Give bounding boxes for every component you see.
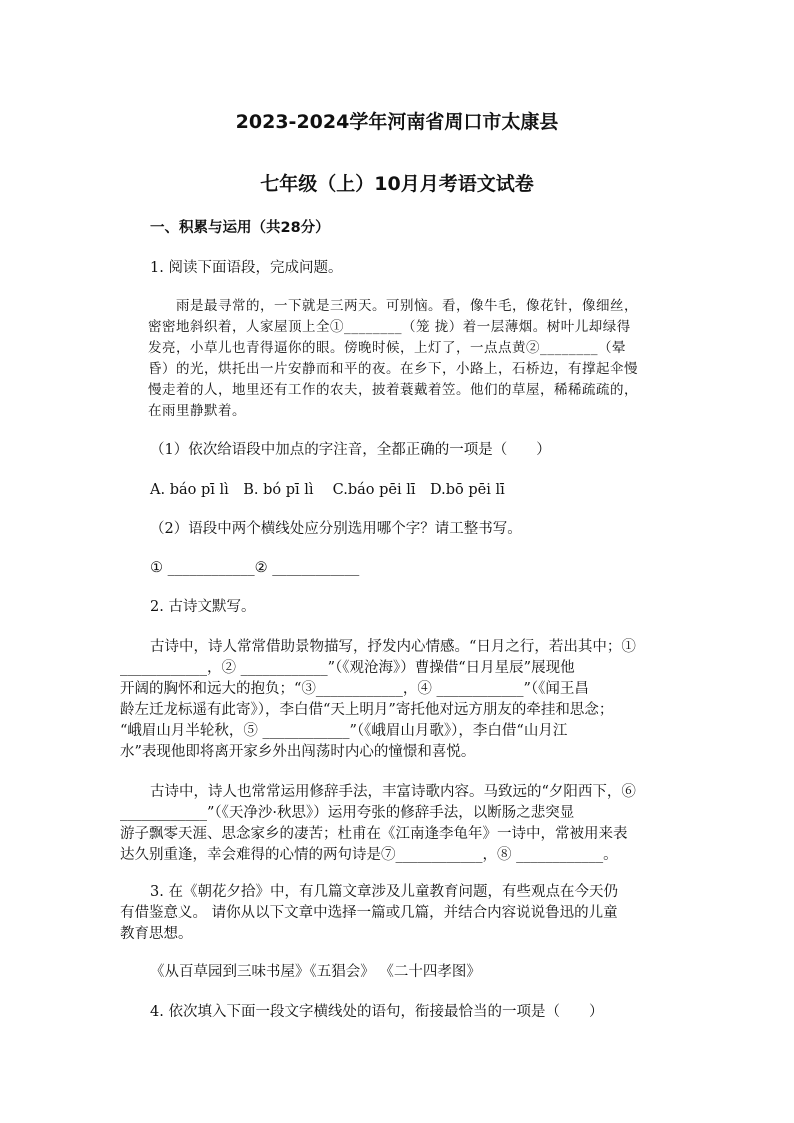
paragraph-line: ____________，② ____________”（《观沧海》）曹操借“日月星辰”展现他 bbox=[120, 660, 575, 676]
paragraph-line: 达久别重逢，幸会难得的心情的两句诗是⑦____________，⑧ ____________。 bbox=[120, 847, 618, 863]
exam-title-line2: 七年级（上）10月月考语文试卷 bbox=[260, 173, 534, 195]
question-1-prompt: 1. 阅读下面语段，完成问题。 bbox=[150, 260, 343, 276]
passage-line: 昏）的光，烘托出一片安静而和平的夜。在乡下，小路上，石桥边，有撑起伞慢 bbox=[148, 361, 638, 377]
paragraph-line: 古诗中，诗人常常借助景物描写，抒发内心情感。“日月之行，若出其中；① bbox=[150, 639, 636, 655]
exam-title-line1: 2023-2024学年河南省周口市太康县 bbox=[235, 111, 559, 133]
poetry-paragraph-2 bbox=[120, 782, 680, 866]
passage-line: 慢走着的人，地里还有工作的农夫，披着蓑戴着笠。他们的草屋，稀稀疏疏的， bbox=[148, 382, 638, 398]
paragraph-line: 龄左迁龙标遥有此寄》），李白借“天上明月”寄托他对远方朋友的牵挂和思念； bbox=[120, 702, 614, 718]
paragraph-line: 3. 在《朝花夕拾》中，有几篇文章涉及儿童教育问题，有些观点在今天仍 bbox=[150, 884, 618, 900]
passage-line: 在雨里静默着。 bbox=[148, 403, 246, 419]
paragraph-line: 水”表现他即将离开家乡外出闯荡时内心的憧憬和喜悦。 bbox=[120, 744, 476, 760]
answer-blank-line: ① ____________② ____________ bbox=[150, 560, 360, 576]
poetry-paragraph-1 bbox=[120, 637, 680, 763]
book-titles: 《从百草园到三味书屋》《五猖会》 《二十四孝图》 bbox=[150, 964, 481, 980]
paragraph-line: ____________”（《天净沙·秋思》）运用夸张的修辞手法，以断肠之悲突显 bbox=[120, 805, 575, 821]
paragraph-line: 教育思想。 bbox=[120, 926, 193, 942]
paragraph-line: 游子飘零天涯、思念家乡的凄苦；杜甫在《江南逢李龟年》一诗中，常被用来表 bbox=[120, 826, 628, 842]
passage-line: 雨是最寻常的，一下就是三两天。可别恼。看，像牛毛，像花针，像细丝， bbox=[148, 298, 638, 314]
rain-passage bbox=[148, 296, 668, 422]
question-1-sub2: （2）语段中两个横线处应分别选用哪个字？请工整书写。 bbox=[150, 521, 522, 537]
question-1-sub1: （1）依次给语段中加点的字注音，全都正确的一项是（ ） bbox=[150, 442, 551, 458]
question-2-prompt: 2. 古诗文默写。 bbox=[150, 599, 256, 615]
question-1-options: A. báo pī lì B. bó pī lì C.báo pēi lī D.bō pēi lī bbox=[150, 482, 505, 498]
paragraph-line: “峨眉山月半轮秋，⑤ ____________”（《峨眉山月歌》），李白借“山月江 bbox=[120, 723, 568, 739]
question-4-prompt: 4. 依次填入下面一段文字横线处的语句，衔接最恰当的一项是（ ） bbox=[150, 1004, 604, 1020]
paragraph-line: 有借鉴意义。 请你从以下文章中选择一篇或几篇，并结合内容说说鲁迅的儿童 bbox=[120, 905, 618, 921]
section-heading: 一、积累与运用（共28分） bbox=[150, 220, 330, 236]
passage-line: 密密地斜织着，人家屋顶上全①________（笼 拢）着一层薄烟。树叶儿却绿得 bbox=[148, 319, 631, 335]
paragraph-line: 古诗中，诗人也常常运用修辞手法，丰富诗歌内容。马致远的“夕阳西下，⑥ bbox=[150, 784, 636, 800]
passage-line: 发亮，小草儿也青得逼你的眼。傍晚时候，上灯了，一点点黄②________（晕 bbox=[148, 340, 626, 356]
paragraph-line: 开阔的胸怀和远大的抱负；“③____________，④ ____________”（《闻王昌 bbox=[120, 681, 589, 697]
question-3 bbox=[120, 882, 680, 945]
